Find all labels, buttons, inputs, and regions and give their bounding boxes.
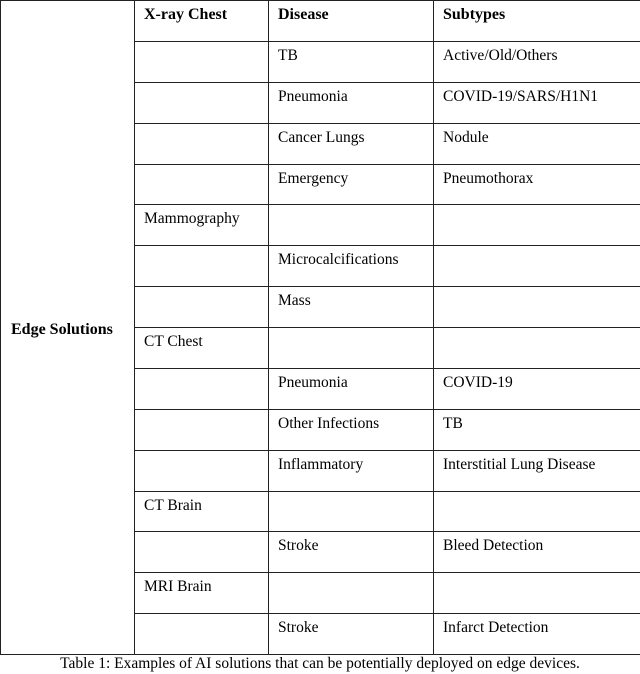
subtype-cell: [434, 328, 640, 369]
disease-cell: [269, 205, 434, 246]
disease-cell: Stroke: [269, 532, 434, 573]
disease-cell: Microcalcifications: [269, 246, 434, 287]
subtype-cell: [434, 246, 640, 287]
subtype-cell: [434, 491, 640, 532]
header-modality: X-ray Chest: [135, 1, 269, 42]
modality-cell: [135, 82, 269, 123]
disease-cell: Mass: [269, 287, 434, 328]
header-disease: Disease: [269, 1, 434, 42]
disease-cell: Stroke: [269, 614, 434, 655]
modality-cell: [135, 450, 269, 491]
subtype-cell: [434, 287, 640, 328]
subtype-cell: TB: [434, 409, 640, 450]
subtype-cell: Bleed Detection: [434, 532, 640, 573]
disease-cell: Pneumonia: [269, 82, 434, 123]
subtype-cell: COVID-19: [434, 368, 640, 409]
disease-cell: [269, 328, 434, 369]
modality-cell: [135, 246, 269, 287]
modality-cell: [135, 368, 269, 409]
disease-cell: Other Infections: [269, 409, 434, 450]
subtype-cell: Active/Old/Others: [434, 41, 640, 82]
disease-cell: [269, 573, 434, 614]
modality-cell: CT Chest: [135, 328, 269, 369]
table-header-row: [1, 1, 640, 42]
modality-cell: [135, 123, 269, 164]
modality-cell: [135, 409, 269, 450]
subtype-cell: [434, 205, 640, 246]
modality-cell: [135, 41, 269, 82]
subtype-cell: Nodule: [434, 123, 640, 164]
subtype-cell: Interstitial Lung Disease: [434, 450, 640, 491]
table-caption: Table 1: Examples of AI solutions that can be potentially deployed on edge devices.: [60, 655, 580, 672]
subtype-cell: [434, 573, 640, 614]
modality-cell: [135, 287, 269, 328]
disease-cell: [269, 491, 434, 532]
disease-cell: Pneumonia: [269, 368, 434, 409]
row-group-label: Edge Solutions: [1, 1, 135, 655]
modality-cell: MRI Brain: [135, 573, 269, 614]
subtype-cell: Pneumothorax: [434, 164, 640, 205]
header-subtypes: Subtypes: [434, 1, 640, 42]
modality-cell: [135, 532, 269, 573]
subtype-cell: COVID-19/SARS/H1N1: [434, 82, 640, 123]
disease-cell: Cancer Lungs: [269, 123, 434, 164]
disease-cell: TB: [269, 41, 434, 82]
subtype-cell: Infarct Detection: [434, 614, 640, 655]
disease-cell: Inflammatory: [269, 450, 434, 491]
modality-cell: CT Brain: [135, 491, 269, 532]
modality-cell: [135, 164, 269, 205]
modality-cell: Mammography: [135, 205, 269, 246]
disease-cell: Emergency: [269, 164, 434, 205]
modality-cell: [135, 614, 269, 655]
